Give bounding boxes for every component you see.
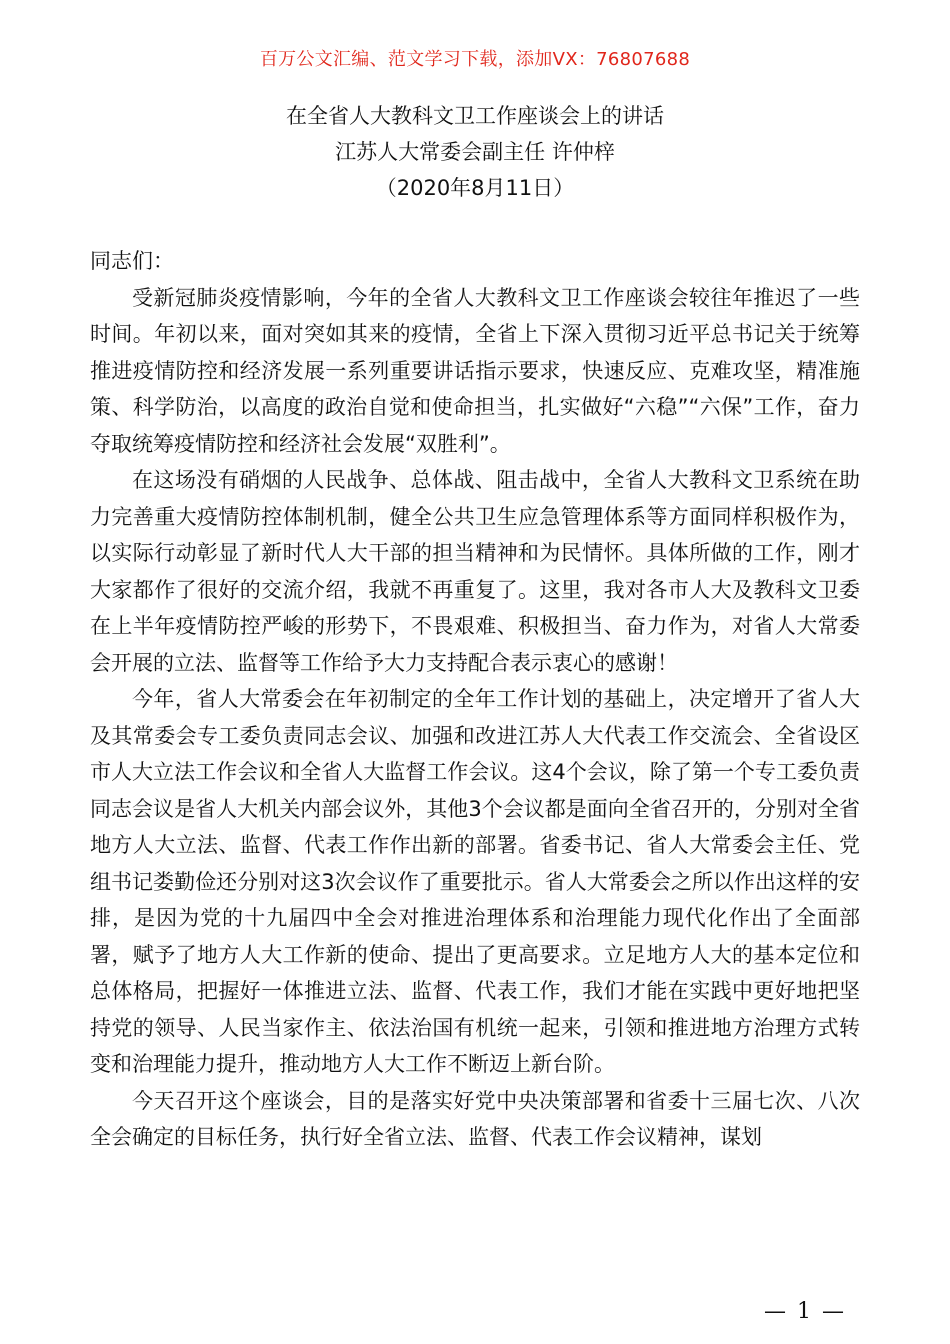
body-paragraph: 今天召开这个座谈会，目的是落实好党中央决策部署和省委十三届七次、八次全会确定的目标任务，执行好全省立法、监督、代表工作会议精神，谋划 <box>90 1088 860 1149</box>
document-title: 在全省人大教科文卫工作座谈会上的讲话 <box>286 104 664 128</box>
document-header <box>0 98 950 206</box>
speech-date: （2020年8月11日） <box>375 176 575 200</box>
salutation: 同志们： <box>90 249 174 273</box>
body-paragraph: 在这场没有硝烟的人民战争、总体战、阻击战中，全省人大教科文卫系统在助力完善重大疫情防控体制机制，健全公共卫生应急管理体系等方面同样积极作为，以实际行动彰显了新时代人大干部的担当精神和为民情怀。具体所做的工作，刚才大家都作了很好的交流介绍，我就不再重复了。这里，我对各市人大及教科文卫委在上半年疫情防控严峻的形势下，不畏艰难、积极担当、奋力作为，对省人大常委会开展的立法、监督等工作给予大力支持配合表示衷心的感谢！ <box>90 468 860 675</box>
page-number: — 1 — <box>764 1299 846 1324</box>
document-body <box>90 243 860 1156</box>
promo-banner: 百万公文汇编、范文学习下载，添加VX：76807688 <box>259 49 691 70</box>
body-paragraph: 今年，省人大常委会在年初制定的全年工作计划的基础上，决定增开了省人大及其常委会专工委负责同志会议、加强和改进江苏人大代表工作交流会、全省设区市人大立法工作会议和全省人大监督工作会议。这4个会议，除了第一个专工委负责同志会议是省人大机关内部会议外，其他3个会议都是面向全省召开的，分别对全省地方人大立法、监督、代表工作作出新的部署。省委书记、省人大常委会主任、党组书记娄勤俭还分别对这3次会议作了重要批示。省人大常委会之所以作出这样的安排，是因为党的十九届四中全会对推进治理体系和治理能力现代化作出了全面部署，赋予了地方人大工作新的使命、提出了更高要求。立足地方人大的基本定位和总体格局，把握好一体推进立法、监督、代表工作，我们才能在实践中更好地把坚持党的领导、人民当家作主、依法治国有机统一起来，引领和推进地方治理方式转变和治理能力提升，推动地方人大工作不断迈上新台阶。 <box>90 687 860 1076</box>
speaker-line: 江苏人大常委会副主任 许仲梓 <box>335 140 615 164</box>
body-paragraph: 受新冠肺炎疫情影响，今年的全省人大教科文卫工作座谈会较往年推迟了一些时间。年初以来，面对突如其来的疫情，全省上下深入贯彻习近平总书记关于统筹推进疫情防控和经济发展一系列重要讲话指示要求，快速反应、克难攻坚，精准施策、科学防治，以高度的政治自觉和使命担当，扎实做好“六稳”“六保”工作，奋力夺取统筹疫情防控和经济社会发展“双胜利”。 <box>90 285 860 456</box>
